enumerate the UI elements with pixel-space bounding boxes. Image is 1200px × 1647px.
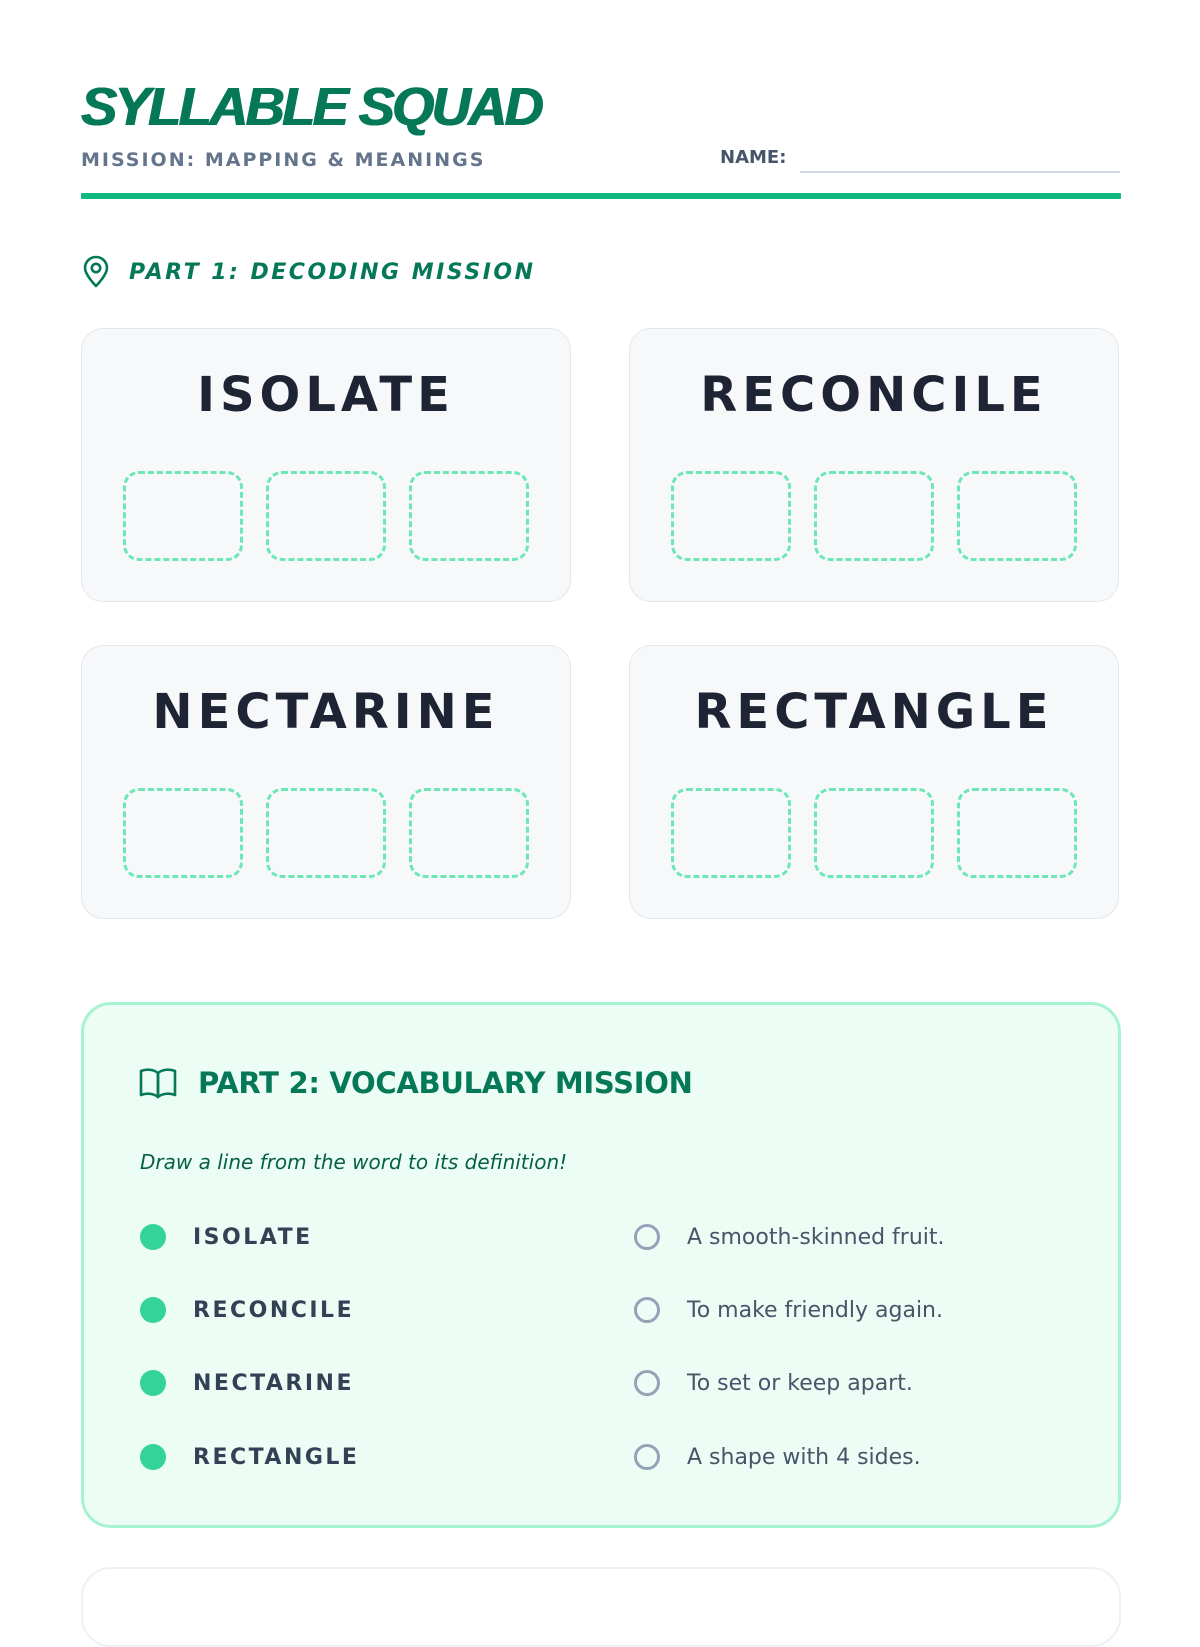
name-field-line[interactable] <box>800 171 1120 173</box>
syllable-box[interactable] <box>123 788 243 878</box>
book-open-icon <box>138 1065 178 1101</box>
syllable-boxes <box>671 788 1077 878</box>
definition-connector-dot[interactable] <box>634 1224 660 1250</box>
syllable-card <box>81 645 571 919</box>
match-definition: To make friendly again. <box>687 1298 943 1323</box>
name-label: NAME: <box>720 147 787 168</box>
syllable-box[interactable] <box>409 471 529 561</box>
definition-connector-dot[interactable] <box>634 1370 660 1396</box>
worksheet-subtitle: MISSION: MAPPING & MEANINGS <box>81 149 486 171</box>
syllable-card-word: NECTARINE <box>152 684 500 740</box>
syllable-box[interactable] <box>957 471 1077 561</box>
vocabulary-panel <box>81 1002 1121 1528</box>
syllable-card <box>629 328 1119 602</box>
syllable-box[interactable] <box>957 788 1077 878</box>
part2-title: PART 2: VOCABULARY MISSION <box>198 1066 693 1100</box>
syllable-boxes <box>671 471 1077 561</box>
worksheet-header <box>81 0 1121 200</box>
map-pin-icon <box>81 255 111 289</box>
syllable-boxes <box>123 471 529 561</box>
worksheet-page <box>81 0 1121 1470</box>
syllable-card-word: ISOLATE <box>197 367 455 423</box>
match-definition: To set or keep apart. <box>687 1371 913 1396</box>
worksheet-title: SYLLABLE SQUAD <box>81 77 542 137</box>
header-divider <box>81 193 1121 199</box>
syllable-box[interactable] <box>266 471 386 561</box>
part2-heading <box>138 1063 693 1103</box>
next-section-card <box>81 1567 1121 1647</box>
match-word: ISOLATE <box>193 1225 313 1250</box>
word-connector-dot[interactable] <box>140 1444 166 1470</box>
definition-connector-dot[interactable] <box>634 1444 660 1470</box>
part1-heading <box>81 255 536 289</box>
match-word: RECTANGLE <box>193 1445 360 1470</box>
syllable-box[interactable] <box>266 788 386 878</box>
syllable-card <box>629 645 1119 919</box>
definition-connector-dot[interactable] <box>634 1297 660 1323</box>
match-row <box>140 1222 1080 1252</box>
match-word: RECONCILE <box>193 1298 355 1323</box>
syllable-card-word: RECONCILE <box>700 367 1048 423</box>
syllable-box[interactable] <box>671 788 791 878</box>
syllable-card <box>81 328 571 602</box>
part1-title: PART 1: DECODING MISSION <box>129 259 536 285</box>
syllable-box[interactable] <box>123 471 243 561</box>
match-row <box>140 1368 1080 1398</box>
match-definition: A smooth-skinned fruit. <box>687 1225 945 1250</box>
syllable-box[interactable] <box>409 788 529 878</box>
syllable-box[interactable] <box>671 471 791 561</box>
syllable-card-word: RECTANGLE <box>694 684 1054 740</box>
match-row <box>140 1295 1080 1325</box>
match-definition: A shape with 4 sides. <box>687 1445 921 1470</box>
matching-instructions: Draw a line from the word to its definition! <box>140 1150 568 1174</box>
word-connector-dot[interactable] <box>140 1370 166 1396</box>
syllable-box[interactable] <box>814 471 934 561</box>
word-connector-dot[interactable] <box>140 1224 166 1250</box>
match-row <box>140 1442 1080 1472</box>
word-connector-dot[interactable] <box>140 1297 166 1323</box>
match-word: NECTARINE <box>193 1371 354 1396</box>
syllable-boxes <box>123 788 529 878</box>
syllable-box[interactable] <box>814 788 934 878</box>
